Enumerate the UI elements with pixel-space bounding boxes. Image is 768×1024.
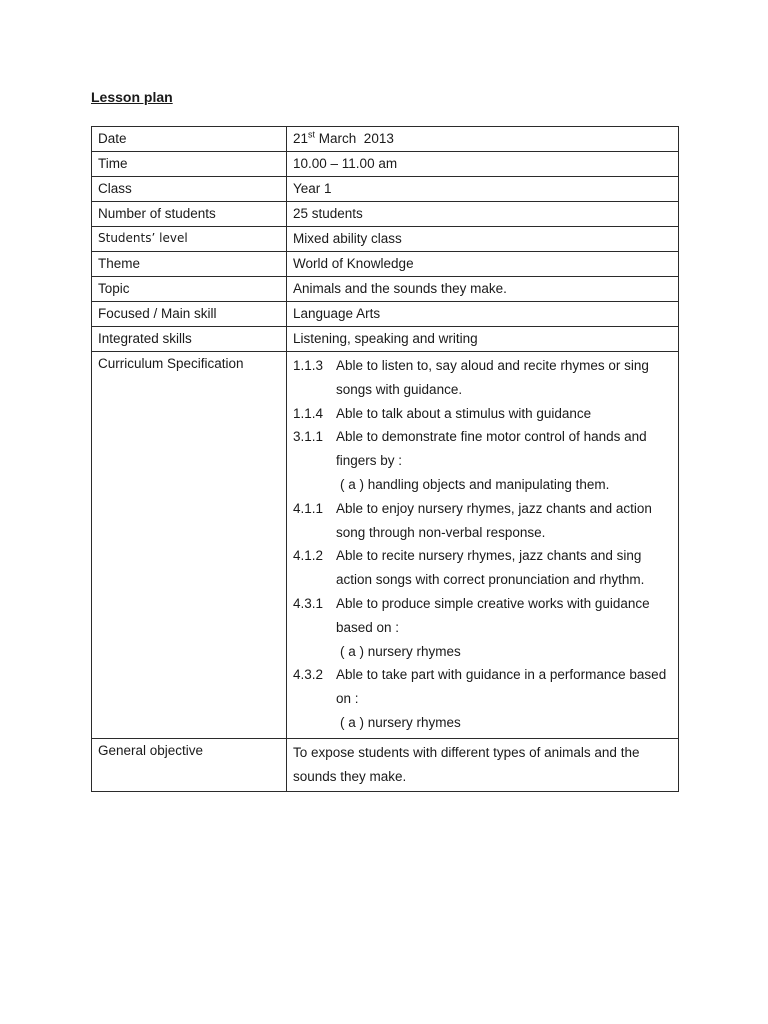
- row-label-class: Class: [92, 177, 287, 202]
- row-value-students-level: Mixed ability class: [287, 227, 679, 252]
- spec-text: Able to recite nursery rhymes, jazz chants and sing action songs with correct pronunciation and rhythm.: [336, 548, 645, 588]
- spec-text: Able to produce simple creative works with guidance based on :: [336, 595, 650, 635]
- table-row: [92, 152, 679, 177]
- table-row: [92, 302, 679, 327]
- row-label-topic: Topic: [92, 277, 287, 302]
- spec-item: [293, 497, 672, 545]
- spec-item: [293, 663, 672, 711]
- row-label-general-objective: General objective: [92, 738, 287, 792]
- row-label-integrated-skills: Integrated skills: [92, 327, 287, 352]
- row-label-date: Date: [92, 127, 287, 152]
- date-month-year: March 2013: [315, 131, 394, 146]
- spec-number: 1.1.3: [293, 358, 324, 373]
- table-row: [92, 327, 679, 352]
- table-row: [92, 177, 679, 202]
- row-value-date: [287, 127, 679, 152]
- spec-number: 3.1.1: [293, 429, 324, 445]
- row-value-general-objective: [287, 738, 679, 792]
- spec-number: 1.1.4: [293, 405, 324, 421]
- spec-text: Able to talk about a stimulus with guidance: [336, 405, 592, 421]
- row-label-number-of-students: Number of students: [92, 202, 287, 227]
- spec-number: 4.1.2: [293, 548, 324, 564]
- table-row: [92, 227, 679, 252]
- row-value-integrated-skills: Listening, speaking and writing: [287, 327, 679, 352]
- row-label-curriculum-specification: Curriculum Specification: [92, 352, 287, 739]
- spec-item: [293, 544, 672, 592]
- page-title: Lesson plan: [91, 89, 173, 105]
- row-label-students-level: Students’ level: [92, 227, 287, 252]
- table-row: [92, 738, 679, 792]
- spec-sub-item: ( a ) handling objects and manipulating them.: [340, 476, 610, 492]
- spec-text: Able to listen to, say aloud and recite rhymes or sing songs with guidance.: [336, 358, 649, 397]
- spec-text: Able to demonstrate fine motor control of hands and fingers by :: [336, 429, 647, 469]
- row-value-topic: Animals and the sounds they make.: [287, 277, 679, 302]
- spec-sub-item: ( a ) nursery rhymes: [340, 714, 461, 730]
- objective-text: To expose students with different types of animals and the sounds they make.: [293, 744, 640, 784]
- row-label-time: Time: [92, 152, 287, 177]
- spec-item: [293, 354, 672, 402]
- spec-item: [293, 402, 672, 426]
- table-row: [92, 127, 679, 152]
- row-value-number-of-students: 25 students: [287, 202, 679, 227]
- row-value-main-skill: Language Arts: [287, 302, 679, 327]
- date-day: 21: [293, 131, 309, 146]
- table-row: [92, 277, 679, 302]
- row-value-class: Year 1: [287, 177, 679, 202]
- spec-text: Able to enjoy nursery rhymes, jazz chants and action song through non-verbal response.: [336, 500, 652, 540]
- row-label-main-skill: Focused / Main skill: [92, 302, 287, 327]
- lesson-plan-table: [91, 126, 679, 792]
- spec-number: 4.1.1: [293, 500, 324, 516]
- spec-number: 4.3.2: [293, 667, 324, 683]
- row-label-theme: Theme: [92, 252, 287, 277]
- spec-sub-item: ( a ) nursery rhymes: [340, 643, 461, 659]
- spec-item: [293, 425, 672, 473]
- table-row: [92, 352, 679, 739]
- spec-number: 4.3.1: [293, 595, 324, 611]
- row-value-theme: World of Knowledge: [287, 252, 679, 277]
- row-value-time: 10.00 – 11.00 am: [287, 152, 679, 177]
- spec-item: [293, 592, 672, 640]
- row-value-curriculum-specification: [287, 352, 679, 739]
- date-ordinal-suffix: st: [308, 129, 316, 140]
- spec-text: Able to take part with guidance in a performance based on :: [336, 667, 667, 707]
- table-row: [92, 252, 679, 277]
- table-row: [92, 202, 679, 227]
